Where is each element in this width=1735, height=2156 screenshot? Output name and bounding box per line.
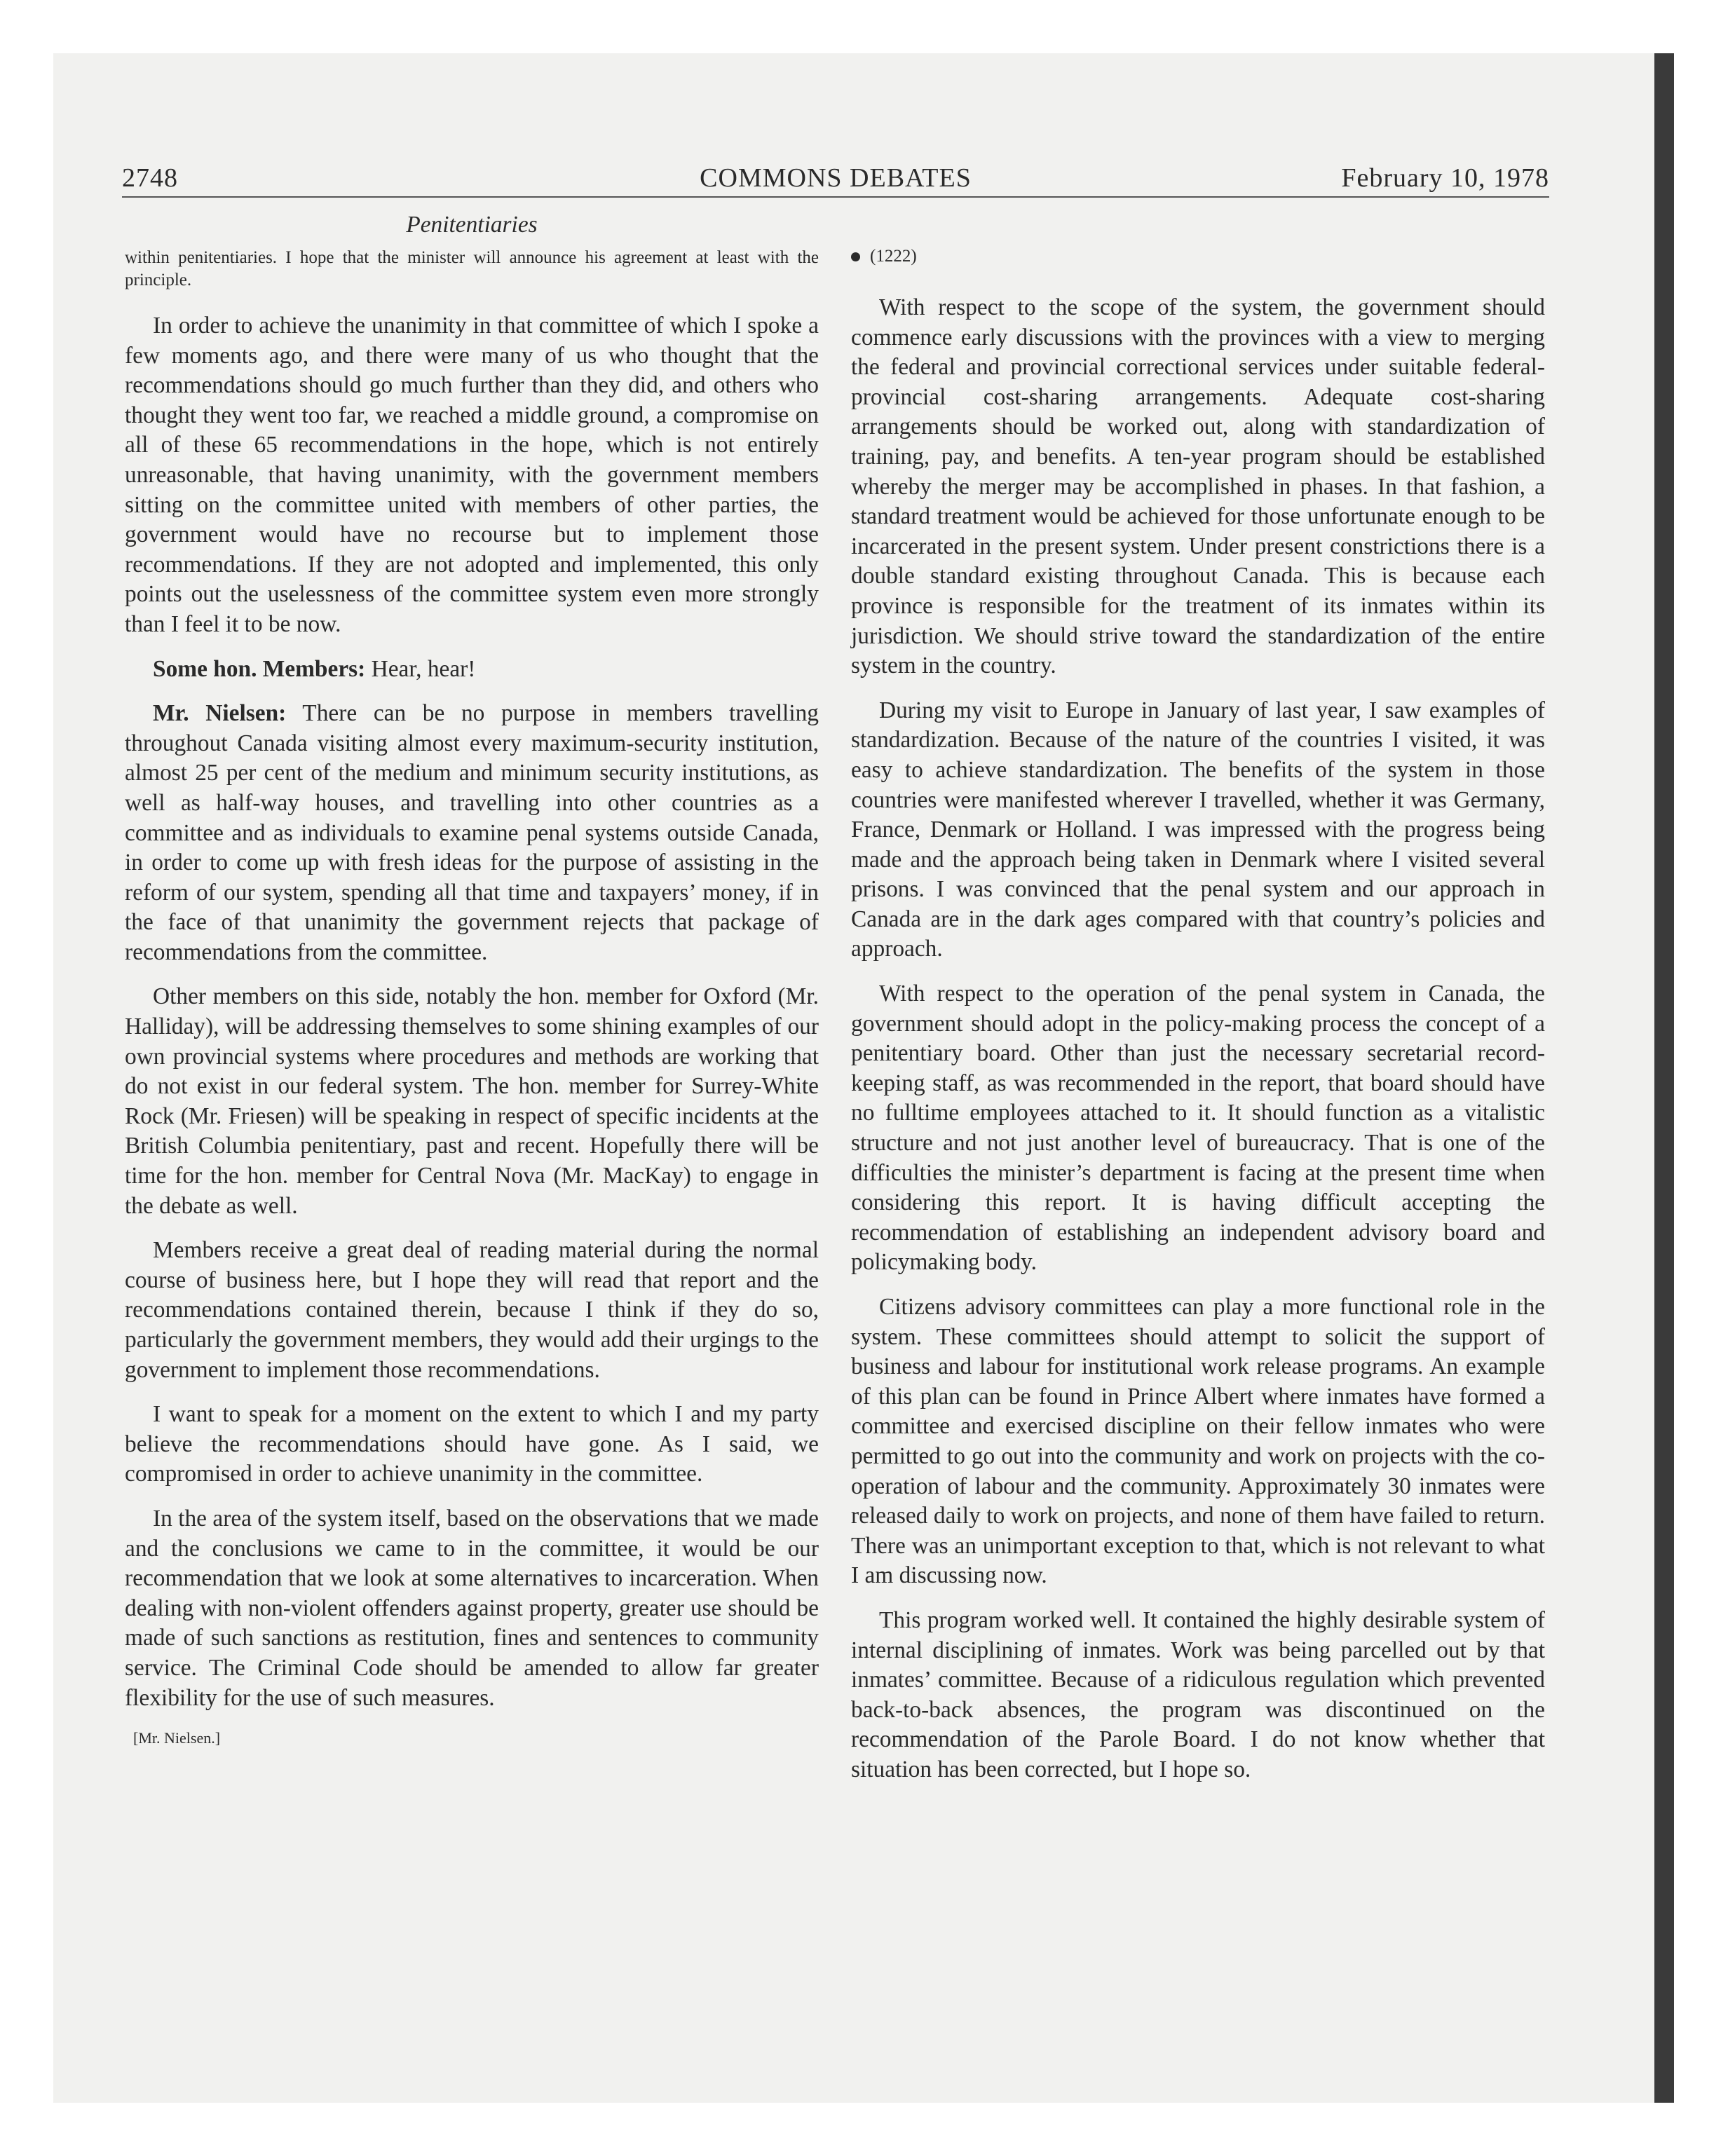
paragraph: Members receive a great deal of reading material during the normal course of business here, but I hope they will read that report and the recommendations contained therein, because I think if they do so, particularly the government members, they would add their urgings to the government to implement those recommendations. xyxy=(125,1237,819,1383)
paragraph: During my visit to Europe in January of last year, I saw examples of standardization. Because of the nature of the countries I visited, it was easy to achieve standardization. The benefits of the system in those countries were manifested wherever I travelled, whether it was Germany, France, Denmark or Holland. I was impressed with the progress being made and the approach being taken in Denmark where I visited several prisons. I was convinced that the penal system and our approach in Canada are in the dark ages compared with that country’s policies and approach. xyxy=(851,697,1545,962)
speech-text: There can be no purpose in members travelling throughout Canada visiting almost every maximum-security institution, almost 25 per cent of the medium and minimum security institutions, as well as half-way houses, and travelling into other countries as a committee and as individuals to examine penal systems outside Canada, in order to come up with fresh ideas for the purpose of assisting in the reform of our system, spending all that time and taxpayers’ money, if in the face of that unanimity the government rejects that package of recommendations from the committee. xyxy=(125,700,819,965)
paragraph: I want to speak for a moment on the extent to which I and my party believe the recommendations should have gone. As I said, we compromised in order to achieve unanimity in the committee. xyxy=(125,1401,819,1487)
speaker-name: Some hon. Members: xyxy=(153,655,366,682)
interjection-text: Hear, hear! xyxy=(365,655,476,682)
continuation-text: within penitentiaries. I hope that the minister will announce his agreement at least with the principle. xyxy=(125,248,819,289)
right-column xyxy=(851,245,1545,1800)
speaker-name: Mr. Nielsen: xyxy=(153,700,287,727)
paragraph: Citizens advisory committees can play a more functional role in the system. These committees should attempt to solicit the support of business and labour for institutional work release programs. An example of this plan can be found in Prince Albert where inmates have formed a committee and exercised discipline on their fellow inmates who were permitted to go out into the community and work on projects with the co-operation of labour and the community. Approximately 30 inmates were released daily to work on projects, and none of them have failed to return. There was an unimportant exception to that, which is not relevant to what I am discussing now. xyxy=(851,1294,1545,1589)
time-marker xyxy=(851,245,1545,268)
paragraph: With respect to the scope of the system, the government should commence early discussions with the provinces with a view to merging the federal and provincial correctional services under suitable federal-provincial cost-sharing arrangements. Adequate cost-sharing arrangements should be worked out, along with standardization of training, pay, and benefits. A ten-year program should be established whereby the merger may be accomplished in phases. In that fashion, a standard treatment would be achieved for those unfortunate enough to be incarcerated in the present system. Under present constrictions there is a double standard existing throughout Canada. This is because each province is responsible for the treatment of its inmates within its jurisdiction. We should strive toward the standardization of the entire system in the country. xyxy=(851,294,1545,679)
section-title: Penitentiaries xyxy=(406,212,538,238)
left-column xyxy=(125,210,819,1749)
running-title: COMMONS DEBATES xyxy=(700,163,972,193)
speaker-signoff: [Mr. Nielsen.] xyxy=(133,1729,221,1747)
paragraph: Other members on this side, notably the hon. member for Oxford (Mr. Halliday), will be addressing themselves to some shining examples of our own provincial systems where procedures and methods are working that do not exist in our federal system. The hon. member for Surrey-White Rock (Mr. Friesen) will be speaking in respect of specific incidents at the British Columbia penitentiary, past and recent. Hopefully there will be time for the hon. member for Central Nova (Mr. MacKay) to engage in the debate as well. xyxy=(125,983,819,1219)
header-date: February 10, 1978 xyxy=(1341,163,1549,193)
interjection xyxy=(125,655,819,685)
page-binding-edge xyxy=(1654,53,1674,2103)
paragraph: In the area of the system itself, based on the observations that we made and the conclusions we came to in the committee, it would be our recommendation that we look at some alternatives to incarceration. When dealing with non-violent offenders against property, greater use should be made of such sanctions as restitution, fines and sentences to community service. The Criminal Code should be amended to allow far greater flexibility for the use of such measures. xyxy=(125,1505,819,1711)
paragraph: With respect to the operation of the penal system in Canada, the government should adopt in the policy-making process the concept of a penitentiary board. Other than just the necessary secretarial record-keeping staff, as was recommended in the report, that board should have no fulltime employees attached to it. It should function as a vitalistic structure and not just another level of bureaucracy. That is one of the difficulties the minister’s department is facing at the present time when considering this report. It is having difficult accepting the recommendation of establishing an independent advisory board and policymaking body. xyxy=(851,981,1545,1276)
page-number: 2748 xyxy=(122,163,178,193)
time-stamp: (1222) xyxy=(870,247,917,266)
paragraph: This program worked well. It contained the highly desirable system of internal disciplining of inmates. Work was being parcelled out by that inmates’ committee. Because of a ridiculous regulation which prevented back-to-back absences, the program was discontinued on the recommendation of the Parole Board. I do not know whether that situation has been corrected, but I hope so. xyxy=(851,1606,1545,1782)
bullet-icon xyxy=(851,252,860,261)
paragraph: In order to achieve the unanimity in that committee of which I spoke a few moments ago, and there were many of us who thought that the recommendations should go much further than they did, and others who thought they went too far, we reached a middle ground, a compromise on all of these 65 recommendations in the hope, which is not entirely unreasonable, that having unanimity, with the government members sitting on the committee united with members of other parties, the government would have no recourse but to implement those recommendations. If they are not adopted and implemented, this only points out the uselessness of the committee system even more strongly than I feel it to be now. xyxy=(125,313,819,637)
speech-paragraph xyxy=(125,699,819,967)
page-header xyxy=(122,157,1549,198)
